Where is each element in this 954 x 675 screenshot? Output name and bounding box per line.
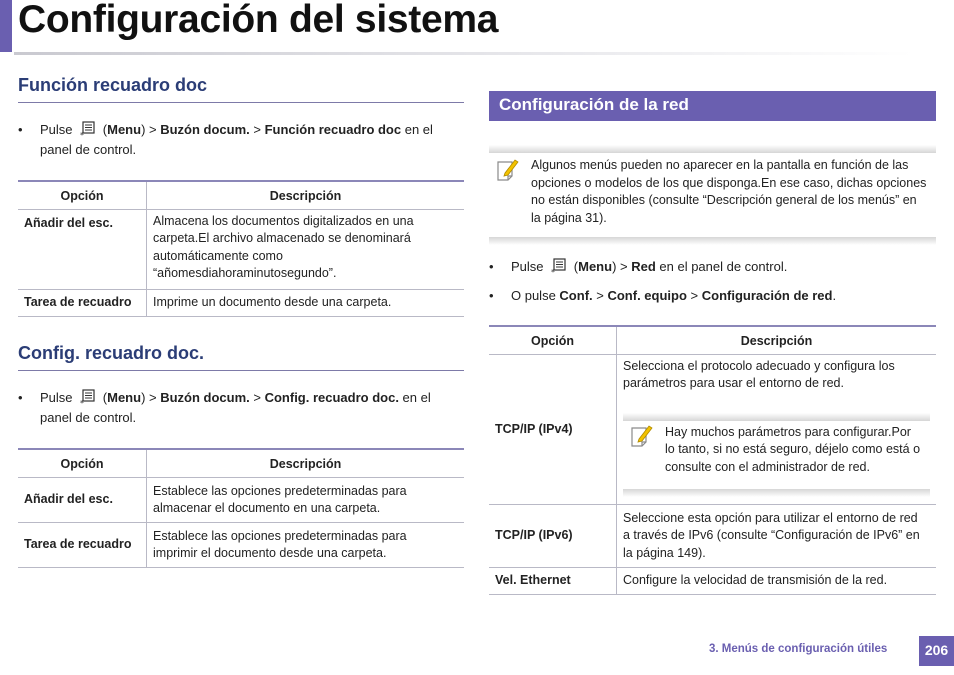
table-row: [18, 523, 464, 568]
option-name: Vel. Ethernet: [489, 568, 617, 595]
table-row: [18, 210, 464, 290]
option-description: Configure la velocidad de transmisión de la red.: [617, 568, 937, 595]
note-text: Hay muchos parámetros para configurar.Por lo tanto, si no está seguro, déjelo como está o consulte con el administrador de red.: [665, 424, 921, 474]
menu-icon: [80, 121, 95, 138]
note-bottom-rule: [489, 237, 936, 245]
table-header-option: Opción: [18, 181, 147, 210]
table-header-description: Descripción: [617, 326, 937, 355]
option-description: Seleccione esta opción para utilizar el entorno de red a través de IPv6 (consulte “Configuración de IPv6” en la página 149).: [617, 505, 937, 568]
options-table-config-recuadro: [18, 448, 464, 568]
title-divider: [14, 52, 914, 55]
page-title: Configuración del sistema: [18, 0, 499, 41]
note-top-rule: [623, 413, 930, 421]
option-name: Tarea de recuadro: [18, 523, 147, 568]
table-row: [18, 290, 464, 317]
page-number: 206: [919, 636, 954, 666]
note-box: [489, 145, 936, 247]
options-table-configuracion-red: [489, 325, 936, 595]
instruction-bullet: • O pulse Conf. > Conf. equipo > Configuración de red.: [489, 288, 837, 303]
table-row: [489, 355, 936, 505]
option-description: Almacena los documentos digitalizados en una carpeta.El archivo almacenado se denominará automáticamente como “añomesdiahoraminutosegundo”.: [147, 210, 465, 290]
option-name: Añadir del esc.: [18, 478, 147, 523]
header-accent-bar: [0, 0, 12, 52]
option-name: Añadir del esc.: [18, 210, 147, 290]
note-pencil-icon: [629, 423, 655, 449]
section-divider: [18, 102, 464, 103]
table-row: [489, 505, 936, 568]
menu-icon: [551, 258, 566, 275]
note-top-rule: [489, 145, 936, 153]
instruction-bullet: • Pulse * (Menu) > Buzón docum. > Función recuadro doc en el panel de control.: [18, 122, 433, 157]
instruction-bullet: • Pulse * (Menu) > Buzón docum. > Config. recuadro doc. en el panel de control.: [18, 390, 431, 425]
option-name: TCP/IP (IPv4): [489, 355, 617, 505]
table-header-description: Descripción: [147, 449, 465, 478]
section-heading-configuracion-red: Configuración de la red: [499, 95, 689, 114]
option-description: Establece las opciones predeterminadas para almacenar el documento en una carpeta.: [147, 478, 465, 523]
section-banner-configuracion-red: [489, 91, 936, 121]
options-table-funcion-recuadro: [18, 180, 464, 317]
svg-text:*: *: [80, 399, 85, 406]
option-description: Imprime un documento desde una carpeta.: [147, 290, 465, 317]
table-row: [18, 478, 464, 523]
table-header-option: Opción: [489, 326, 617, 355]
note-bottom-rule: [623, 489, 930, 497]
note-pencil-icon: [495, 157, 521, 183]
table-header-option: Opción: [18, 449, 147, 478]
table-row: [489, 568, 936, 595]
svg-text:*: *: [80, 131, 85, 138]
inline-note-box: [623, 413, 930, 499]
instruction-bullet: • Pulse * (Menu) > Red en el panel de control.: [489, 259, 788, 275]
option-description: Selecciona el protocolo adecuado y configura los parámetros para usar el entorno de red. Hay muchos parámetros para configurar.Por lo tanto, si no está seguro, déjelo como está o consulte con el administrador de red.: [617, 355, 937, 505]
table-header-description: Descripción: [147, 181, 465, 210]
section-heading-funcion-recuadro: Función recuadro doc: [18, 75, 208, 95]
option-name: Tarea de recuadro: [18, 290, 147, 317]
section-divider: [18, 370, 464, 371]
menu-icon: [80, 389, 95, 406]
svg-text:*: *: [551, 268, 556, 275]
section-heading-config-recuadro: Config. recuadro doc.: [18, 343, 205, 363]
note-text: Algunos menús pueden no aparecer en la pantalla en función de las opciones o modelos de los que disponga.En ese caso, dichas opciones no están disponibles (consulte “Descripción general de los menús” en la página 31).: [531, 158, 927, 225]
option-description: Establece las opciones predeterminadas para imprimir el documento desde una carpeta.: [147, 523, 465, 568]
footer-chapter-title: 3. Menús de configuración útiles: [709, 643, 888, 655]
option-name: TCP/IP (IPv6): [489, 505, 617, 568]
